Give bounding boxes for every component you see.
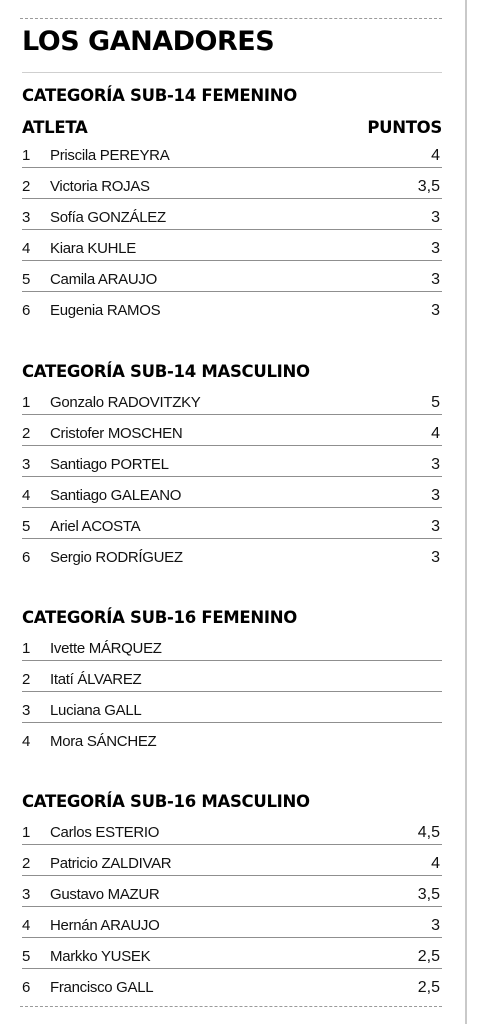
rank: 1 [22,147,31,164]
points-value: 3 [431,209,440,226]
athlete-name: Santiago PORTEL [50,456,169,473]
points-value: 3 [431,917,440,934]
points-value: 4,5 [417,824,440,841]
table-row [22,423,442,446]
athlete-name: Sergio RODRÍGUEZ [50,549,183,566]
rank: 6 [22,302,31,319]
points-value: 4 [431,147,440,164]
rank: 2 [22,425,31,442]
athlete-name: Priscila PEREYRA [50,147,170,164]
athlete-name: Kiara KUHLE [50,240,136,257]
athlete-name: Cristofer MOSCHEN [50,425,183,442]
points-value: 3 [431,240,440,257]
athlete-name: Gustavo MAZUR [50,886,160,903]
rank: 3 [22,702,31,719]
points-value: 2,5 [417,979,440,996]
rank: 1 [22,640,31,657]
rank: 1 [22,394,31,411]
rank: 1 [22,824,31,841]
table-row [22,669,442,692]
athlete-name: Victoria ROJAS [50,178,150,195]
table-row [22,485,442,508]
rank: 5 [22,518,31,535]
table-row [22,392,442,415]
table-row [22,731,442,753]
table-row [22,454,442,477]
athlete-name: Santiago GALEANO [50,487,182,504]
table-row [22,638,442,661]
points-value: 3,5 [417,886,440,903]
category-title: CATEGORÍA SUB-14 FEMENINO [22,86,297,105]
page-title: LOS GANADORES [22,26,275,57]
column-rule [465,0,467,1024]
rank: 2 [22,671,31,688]
table-row [22,946,442,969]
table-row [22,977,442,999]
title-divider [22,72,442,73]
rank: 5 [22,948,31,965]
athlete-name: Patricio ZALDIVAR [50,855,172,872]
athlete-name: Eugenia RAMOS [50,302,161,319]
athlete-name: Markko YUSEK [50,948,151,965]
athlete-name: Itatí ÁLVAREZ [50,671,142,688]
points-value: 3 [431,549,440,566]
rank: 6 [22,549,31,566]
rank: 3 [22,886,31,903]
points-column-header: PUNTOS [367,118,442,137]
table-row [22,822,442,845]
category-title: CATEGORÍA SUB-16 FEMENINO [22,608,297,627]
table-row [22,853,442,876]
rank: 5 [22,271,31,288]
rank: 4 [22,917,31,934]
table-row [22,915,442,938]
table-row [22,176,442,199]
rank: 4 [22,487,31,504]
points-value: 2,5 [417,948,440,965]
rank: 2 [22,855,31,872]
athlete-name: Sofía GONZÁLEZ [50,209,166,226]
athlete-column-header: ATLETA [22,118,88,137]
table-row [22,145,442,168]
athlete-name: Camila ARAUJO [50,271,157,288]
points-value: 4 [431,855,440,872]
table-row [22,238,442,261]
category-title: CATEGORÍA SUB-14 MASCULINO [22,362,310,381]
table-row [22,547,442,569]
bottom-dashed-divider [20,1006,442,1007]
athlete-name: Francisco GALL [50,979,154,996]
points-value: 3 [431,487,440,504]
table-row [22,884,442,907]
points-value: 5 [431,394,440,411]
table-row [22,516,442,539]
points-value: 4 [431,425,440,442]
table-row [22,700,442,723]
points-value: 3 [431,302,440,319]
points-value: 3 [431,518,440,535]
points-value: 3,5 [417,178,440,195]
table-row [22,207,442,230]
athlete-name: Gonzalo RADOVITZKY [50,394,201,411]
top-dashed-divider [20,18,442,19]
athlete-name: Ariel ACOSTA [50,518,141,535]
table-row [22,300,442,322]
category-title: CATEGORÍA SUB-16 MASCULINO [22,792,310,811]
points-value: 3 [431,271,440,288]
rank: 2 [22,178,31,195]
rank: 6 [22,979,31,996]
points-value: 3 [431,456,440,473]
rank: 4 [22,240,31,257]
athlete-name: Ivette MÁRQUEZ [50,640,162,657]
athlete-name: Hernán ARAUJO [50,917,160,934]
athlete-name: Luciana GALL [50,702,142,719]
rank: 4 [22,733,31,750]
athlete-name: Carlos ESTERIO [50,824,160,841]
table-row [22,269,442,292]
athlete-name: Mora SÁNCHEZ [50,733,157,750]
rank: 3 [22,209,31,226]
rank: 3 [22,456,31,473]
